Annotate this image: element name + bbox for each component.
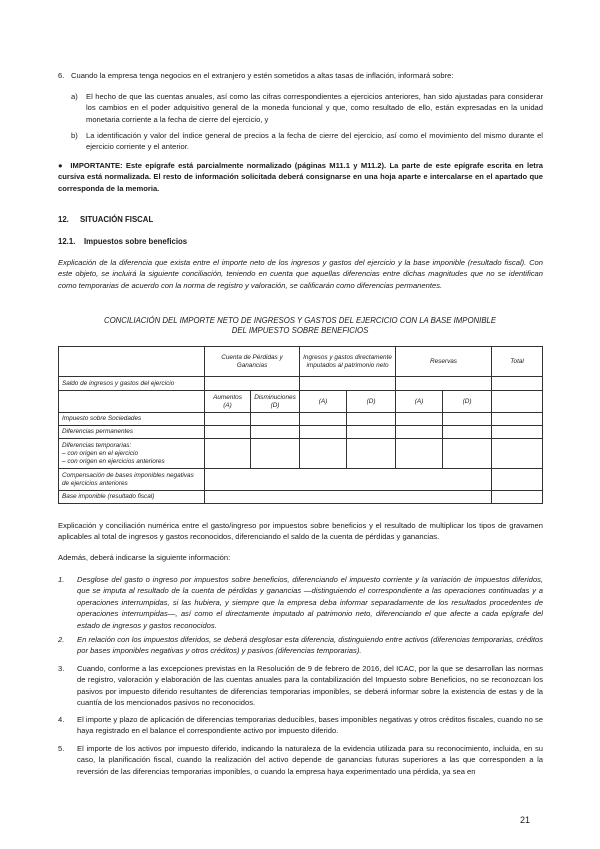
- table-cell: [205, 426, 251, 439]
- table-cell: [443, 439, 492, 469]
- item-number: 6.: [58, 71, 65, 80]
- item-6-text: Cuando la empresa tenga negocios en el extranjero y estén sometidos a altas tasas de inflación, informará sobre:: [71, 71, 454, 80]
- row-label-compensacion: Compensación de bases imponibles negativas de ejercicios anteriores: [59, 469, 205, 491]
- row-label-temporarias: [59, 439, 205, 469]
- sub-item-b-text: La identificación y valor del índice general de precios a la fecha de cierre del ejercicio, así como el movimiento del mismo durante el ejercicio corriente y el anterior.: [86, 131, 543, 152]
- sub-item-a-text: El hecho de que las cuentas anuales, así como las cifras correspondientes a ejercicios anteriores, han sido ajustadas para considerar los cambios en el poder adquisitivo general de la moneda funcional y que, como resultado de ello, están expresadas en la unidad monetaria corriente a la fecha de cierre del ejercicio, y: [86, 92, 543, 124]
- list-number: 2.: [58, 635, 65, 644]
- table-cell: [492, 491, 543, 504]
- subheader-a: (A): [396, 391, 443, 413]
- table-row: [59, 469, 543, 491]
- table-cell: [492, 469, 543, 491]
- subheader-d: (D): [443, 391, 492, 413]
- list-item-3: Cuando, conforme a las excepciones previstas en la Resolución de 9 de febrero de 2016, del ICAC, por la que se desarrollan las normas de registro, valoración y elaboración de las cuentas anuales para la contabilización del Impuesto sobre Beneficios, no se reconozcan los pasivos por impuesto diferido resultantes de diferencias temporarias imponibles, se deberá informar sobre la existencia de estas y de la cuantía de los mencionados pasivos no reconocidos.: [77, 664, 543, 708]
- table-cell: [396, 439, 443, 469]
- important-text: IMPORTANTE: Este epígrafe está parcialmente normalizado (páginas M11.1 y M11.2). La parte de este epígrafe escrita en letra cursiva está normalizada. El resto de información solicitada deberá consignarse en una hoja aparte e intercalarse en el apartado que corresponda de la memoria.: [58, 161, 544, 193]
- page-number: 21: [520, 815, 531, 825]
- bullet-icon: ●: [58, 161, 64, 170]
- table-cell: [492, 377, 543, 391]
- row-label-permanentes: Diferencias permanentes: [59, 426, 205, 439]
- list-item-2: En relación con los impuestos diferidos, se deberá desglosar esta diferencia, distinguiendo entre activos (diferencias temporarias, créditos por bases imponibles negativas y otros créditos) y pasivos (diferencias temporarias).: [77, 635, 543, 656]
- column-header-reservas: Reservas: [396, 347, 492, 377]
- table-cell: [59, 347, 205, 377]
- list-number: 5.: [58, 744, 65, 753]
- table-cell: [492, 426, 543, 439]
- table-cell: [205, 469, 492, 491]
- additional-info-paragraph: Además, deberá indicarse la siguiente información:: [58, 553, 231, 562]
- subsection-title: Impuestos sobre beneficios: [84, 237, 188, 246]
- column-header-ingresos: Ingresos y gastos directamente imputados al patrimonio neto: [300, 347, 396, 377]
- table-cell: [300, 413, 347, 426]
- section-number: 12.: [58, 215, 69, 224]
- column-header-total: Total: [492, 347, 543, 377]
- sub-item-label: a): [71, 92, 78, 101]
- table-title-line-2: DEL IMPUESTO SOBRE BENEFICIOS: [231, 326, 369, 335]
- table-row: [59, 439, 543, 469]
- list-number: 1.: [58, 575, 65, 584]
- reconciliation-table: [58, 346, 543, 504]
- table-cell: [443, 413, 492, 426]
- row-label-temporarias-2: – con origen en ejercicios anteriores: [62, 457, 165, 465]
- list-item-5: El importe de los activos por impuesto diferido, indicando la naturaleza de la evidencia utilizada para su reconocimiento, incluida, en su caso, la planificación fiscal, cuando la realización del activo depende de ganancias futuras superiores a las que corresponden a la reversión de las diferencias temporarias imponibles, o cuando la empresa haya experimentado una pérdida, ya sea en: [77, 744, 543, 776]
- subheader-disminuciones: Disminuciones (D): [251, 391, 300, 413]
- table-cell: [396, 377, 492, 391]
- row-label-impuesto: Impuesto sobre Sociedades: [59, 413, 205, 426]
- table-cell: [492, 391, 543, 413]
- table-title: [58, 316, 542, 336]
- subheader-d: (D): [347, 391, 396, 413]
- table-cell: [205, 413, 251, 426]
- explanation-paragraph: Explicación de la diferencia que exista entre el importe neto de los ingresos y gastos del ejercicio y la base imponible (resultado fiscal). Con este objeto, se incluirá la siguiente conciliación, teniendo en cuenta que aquellas diferencias entre dichas magnitudes que no se identifican como temporarias de acuerdo con la norma de registro y valoración, se calificarán como diferencias permanentes.: [58, 258, 543, 290]
- table-header-row: [59, 347, 543, 377]
- table-cell: [205, 439, 251, 469]
- subsection-number: 12.1.: [58, 237, 76, 246]
- table-cell: [396, 426, 443, 439]
- subheader-aumentos: Aumentos (A): [205, 391, 251, 413]
- table-cell: [300, 377, 396, 391]
- table-cell: [443, 426, 492, 439]
- important-note: [58, 160, 543, 194]
- sub-item-label: b): [71, 131, 78, 140]
- table-row: [59, 413, 543, 426]
- column-header-pyg: Cuenta de Pérdidas y Ganancias: [205, 347, 300, 377]
- list-number: 3.: [58, 664, 65, 673]
- table-cell: [300, 439, 347, 469]
- table-cell: [300, 426, 347, 439]
- table-row: [59, 491, 543, 504]
- list-item-4: El importe y plazo de aplicación de diferencias temporarias deducibles, bases imponibles negativas y otros créditos fiscales, cuando no se haya registrado en el balance el correspondiente activo por impuesto diferido.: [77, 715, 543, 736]
- row-label-saldo: Saldo de ingresos y gastos del ejercicio: [59, 377, 205, 391]
- row-label-temporarias-title: Diferencias temporarias:: [62, 441, 132, 449]
- table-cell: [251, 413, 300, 426]
- table-cell: [251, 426, 300, 439]
- list-item-1: Desglose del gasto o ingreso por impuestos sobre beneficios, diferenciando el impuesto corriente y la variación de impuestos diferidos, que se imputa al resultado de la cuenta de pérdidas y ganancias —distinguiendo el correspondiente a las operaciones continuadas y a operaciones interrumpidas, si las hubiera, y siempre que la empresa deba informar separadamente de los resultados procedentes de operaciones interrumpidas—, así como el directamente imputado al patrimonio neto, diferenciando el que afecte a cada epígrafe del estado de ingresos y gastos reconocidos.: [77, 575, 543, 630]
- table-cell: [492, 413, 543, 426]
- table-cell: [205, 491, 492, 504]
- subheader-a: (A): [300, 391, 347, 413]
- row-label-base: Base imponible (resultado fiscal): [59, 491, 205, 504]
- table-cell: [396, 413, 443, 426]
- table-cell: [205, 377, 300, 391]
- table-row: [59, 377, 543, 391]
- table-cell: [347, 426, 396, 439]
- table-cell: [59, 391, 205, 413]
- conciliation-paragraph: Explicación y conciliación numérica entre el gasto/ingreso por impuestos sobre beneficios y el resultado de multiplicar los tipos de gravamen aplicables al total de ingresos y gastos reconocidos, diferenciando el saldo de la cuenta de pérdidas y ganancias.: [58, 521, 543, 542]
- table-cell: [347, 439, 396, 469]
- table-cell: [251, 439, 300, 469]
- list-number: 4.: [58, 715, 65, 724]
- row-label-temporarias-1: – con origen en el ejercicio: [62, 449, 139, 457]
- table-cell: [492, 439, 543, 469]
- section-title: SITUACIÓN FISCAL: [80, 215, 154, 224]
- table-title-line-1: CONCILIACIÓN DEL IMPORTE NETO DE INGRESOS Y GASTOS DEL EJERCICIO CON LA BASE IMPONIBLE: [103, 316, 497, 325]
- table-subheader-row: [59, 391, 543, 413]
- table-cell: [347, 413, 396, 426]
- table-row: [59, 426, 543, 439]
